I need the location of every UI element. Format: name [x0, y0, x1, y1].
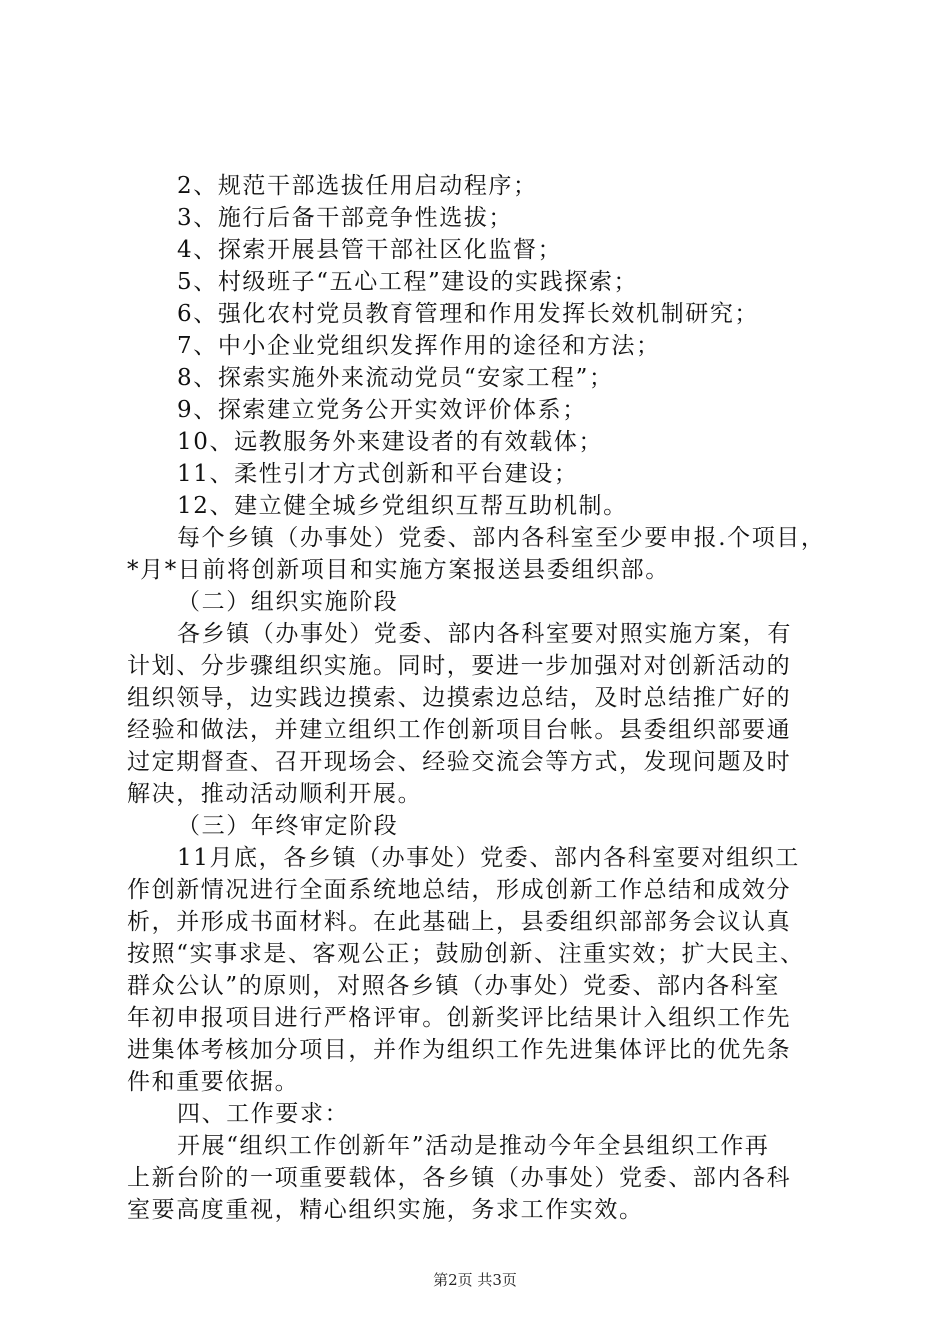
- text-line: 每个乡镇（办事处）党委、部内各科室至少要申报.个项目，: [177, 525, 826, 551]
- text-line: 室要高度重视，精心组织实施，务求工作实效。: [127, 1197, 644, 1223]
- text-line: 进集体考核加分项目，并作为组织工作先进集体评比的优先条: [127, 1037, 792, 1063]
- text-line: 各乡镇（办事处）党委、部内各科室要对照实施方案，有: [177, 621, 792, 647]
- text-line: 7、中小企业党组织发挥作用的途径和方法；: [177, 333, 661, 359]
- text-line: 上新台阶的一项重要载体，各乡镇（办事处）党委、部内各科: [127, 1165, 792, 1191]
- text-line: 年初申报项目进行严格评审。创新奖评比结果计入组织工作先: [127, 1005, 792, 1031]
- text-line: 经验和做法，并建立组织工作创新项目台帐。县委组织部要通: [127, 717, 792, 743]
- text-line: 8、探索实施外来流动党员“安家工程”；: [177, 365, 614, 391]
- text-line: 解决，推动活动顺利开展。: [127, 781, 423, 807]
- text-line: 9、探索建立党务公开实效评价体系；: [177, 397, 587, 423]
- text-line: （三）年终审定阶段: [177, 813, 399, 839]
- page-footer: 第2页 共3页: [433, 1271, 517, 1289]
- text-line: 12、建立健全城乡党组织互帮互助机制。: [177, 493, 628, 519]
- text-line: 2、规范干部选拔任用启动程序；: [177, 173, 538, 199]
- text-line: 11、柔性引才方式创新和平台建设；: [177, 461, 579, 487]
- text-line: 计划、分步骤组织实施。同时，要进一步加强对对创新活动的: [127, 653, 792, 679]
- text-line: 组织领导，边实践边摸索、边摸索边总结，及时总结推广好的: [127, 685, 792, 711]
- text-line: 件和重要依据。: [127, 1069, 300, 1095]
- text-line: 11月底，各乡镇（办事处）党委、部内各科室要对组织工: [177, 845, 800, 871]
- text-line: 群众公认”的原则，对照各乡镇（办事处）党委、部内各科室: [127, 973, 780, 999]
- text-line: 作创新情况进行全面系统地总结，形成创新工作总结和成效分: [127, 877, 792, 903]
- text-line: 开展“组织工作创新年”活动是推动今年全县组织工作再: [177, 1133, 770, 1159]
- text-line: 5、村级班子“五心工程”建设的实践探索；: [177, 269, 639, 295]
- text-line: *月*日前将创新项目和实施方案报送县委组织部。: [127, 557, 670, 583]
- text-line: （二）组织实施阶段: [177, 589, 399, 615]
- text-line: 按照“实事求是、客观公正；鼓励创新、注重实效；扩大民主、: [127, 941, 805, 967]
- text-line: 析，并形成书面材料。在此基础上，县委组织部部务会议认真: [127, 909, 792, 935]
- text-line: 4、探索开展县管干部社区化监督；: [177, 237, 563, 263]
- text-line: 过定期督查、召开现场会、经验交流会等方式，发现问题及时: [127, 749, 792, 775]
- document-body: [127, 170, 827, 1226]
- text-line: 3、施行后备干部竞争性选拔；: [177, 205, 514, 231]
- text-line: 四、工作要求：: [177, 1101, 350, 1127]
- text-line: 6、强化农村党员教育管理和作用发挥长效机制研究；: [177, 301, 760, 327]
- text-line: 10、远教服务外来建设者的有效载体；: [177, 429, 604, 455]
